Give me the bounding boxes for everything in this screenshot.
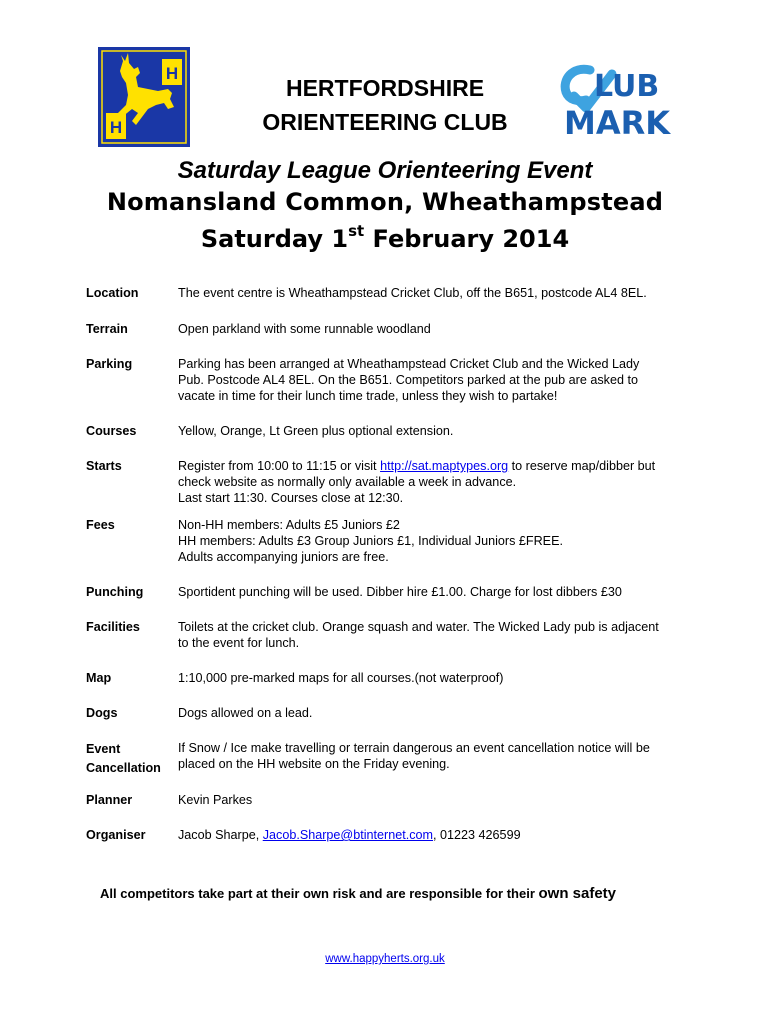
detail-value: [178, 740, 698, 772]
detail-line: Adults accompanying juniors are free.: [178, 550, 389, 564]
detail-line: check website as normally only available a week in advance.: [178, 475, 517, 489]
detail-text: Register from 10:00 to 11:15 or visit: [178, 459, 381, 473]
detail-value: [178, 584, 698, 600]
risk-notice-emphasis: own safety: [538, 885, 617, 902]
detail-value: [178, 321, 698, 337]
hh-club-logo: [98, 47, 190, 147]
club-name-line2: ORIENTEERING CLUB: [262, 109, 508, 135]
event-date: [0, 224, 770, 253]
detail-label: [86, 740, 174, 778]
detail-label: Location: [86, 286, 139, 300]
website-link[interactable]: www.happyherts.org.uk: [325, 953, 445, 965]
detail-line: [178, 827, 698, 843]
detail-label-line: Event: [86, 742, 121, 756]
detail-value: [178, 827, 698, 843]
detail-label: Punching: [86, 585, 144, 599]
hh-letter-bottom: H: [109, 118, 123, 137]
detail-line: If Snow / Ice make travelling or terrain dangerous an event cancellation notice will be: [178, 741, 650, 755]
detail-value: [178, 705, 698, 721]
detail-label: Fees: [86, 518, 115, 532]
footer: [0, 953, 770, 965]
detail-line: HH members: Adults £3 Group Juniors £1, Individual Juniors £FREE.: [178, 534, 563, 548]
hh-letter-top: H: [165, 64, 179, 83]
detail-value: [178, 517, 698, 565]
organiser-email-link[interactable]: Jacob.Sharpe@btinternet.com: [262, 828, 434, 842]
event-date-rest: February 2014: [364, 225, 570, 253]
club-name: [230, 71, 540, 139]
detail-line: Yellow, Orange, Lt Green plus optional extension.: [178, 424, 454, 438]
detail-line: 1:10,000 pre-marked maps for all courses.(not waterproof): [178, 671, 504, 685]
detail-line: Sportident punching will be used. Dibber hire £1.00. Charge for lost dibbers £30: [178, 585, 622, 599]
detail-label: Map: [86, 671, 112, 685]
detail-text: to reserve map/dibber but: [508, 459, 656, 473]
detail-line: to the event for lunch.: [178, 636, 300, 650]
detail-label: Courses: [86, 424, 137, 438]
event-subtitle: Saturday League Orienteering Event: [177, 157, 593, 184]
detail-label-line: Cancellation: [86, 761, 161, 775]
detail-label: Dogs: [86, 706, 118, 720]
detail-line: Dogs allowed on a lead.: [178, 706, 313, 720]
registration-link[interactable]: http://sat.maptypes.org: [380, 459, 509, 473]
svg-text:MARK: MARK: [564, 104, 671, 140]
detail-value: [178, 792, 698, 808]
detail-value: [178, 619, 698, 651]
detail-label: Terrain: [86, 322, 128, 336]
detail-line: The event centre is Wheathampstead Cricket Club, off the B651, postcode AL4 8EL.: [178, 286, 647, 300]
detail-value: [178, 458, 698, 506]
detail-line: Last start 11:30. Courses close at 12:30.: [178, 491, 404, 505]
detail-value: [178, 285, 698, 301]
detail-text: , 01223 426599: [433, 828, 521, 842]
detail-line: Toilets at the cricket club. Orange squash and water. The Wicked Lady pub is adjacent: [178, 620, 659, 634]
detail-label: Starts: [86, 459, 122, 473]
detail-label: Planner: [86, 793, 133, 807]
detail-line: vacate in time for their lunch time trade, unless they wish to partake!: [178, 389, 558, 403]
svg-text:LUB: LUB: [594, 69, 660, 104]
club-name-line1: HERTFORDSHIRE: [285, 75, 485, 101]
event-venue: Nomansland Common, Wheathampstead: [106, 188, 664, 216]
detail-label: Parking: [86, 357, 133, 371]
risk-notice: [100, 885, 616, 902]
detail-text: Jacob Sharpe,: [178, 828, 263, 842]
detail-line: Non-HH members: Adults £5 Juniors £2: [178, 518, 400, 532]
detail-line: Parking has been arranged at Wheathampstead Cricket Club and the Wicked Lady: [178, 357, 640, 371]
event-date-prefix: Saturday 1: [200, 225, 349, 253]
detail-line: placed on the HH website on the Friday evening.: [178, 757, 450, 771]
detail-line: [178, 458, 698, 474]
detail-value: [178, 423, 698, 439]
detail-line: Pub. Postcode AL4 8EL. On the B651. Competitors parked at the pub are asked to: [178, 373, 638, 387]
detail-value: [178, 670, 698, 686]
risk-notice-text: All competitors take part at their own risk and are responsible for their: [100, 886, 539, 901]
detail-label: Facilities: [86, 620, 140, 634]
event-date-suffix: st: [348, 222, 365, 240]
clubmark-logo: [560, 62, 672, 140]
detail-label: Organiser: [86, 828, 146, 842]
detail-value: [178, 356, 698, 404]
detail-line: Kevin Parkes: [178, 793, 253, 807]
detail-line: Open parkland with some runnable woodland: [178, 322, 431, 336]
